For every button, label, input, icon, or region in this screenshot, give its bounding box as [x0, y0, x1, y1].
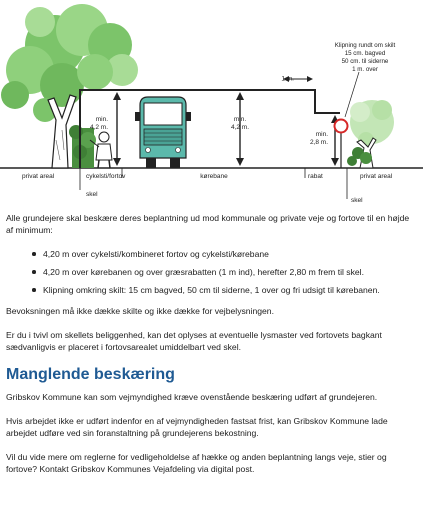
boundary-paragraph: Er du i tvivl om skellets beliggenhed, kan det oplyses at eventuelle lysmaster ved fortovets bagkant sædvanligvis er placeret i fortovsarealet umiddelbart ved skel. [6, 330, 382, 352]
one-meter-label: 1 m. [281, 75, 294, 83]
min-label-mid-1: min. [233, 116, 247, 123]
label-cykelsti-fortov: cykelsti/fortov [86, 173, 126, 180]
klipning-text-2: 15 cm. bagved [344, 50, 386, 57]
min-label-mid-2: 4,2 m. [230, 124, 250, 131]
requirement-item: 4,20 m over kørebanen og over græsrabatten (1 m ind), herefter 2,80 m frem til skel. [43, 266, 418, 278]
requirements-list [6, 248, 418, 296]
intro-paragraph: Alle grundejere skal beskære deres beplantning ud mod kommunale og private veje og fortove til en højde af minimum: [6, 213, 410, 235]
label-skel-right: skel [351, 197, 363, 204]
label-privat-areal-right: privat areal [360, 173, 393, 180]
label-skel-left: skel [86, 191, 98, 198]
missing-pruning-paragraph: Gribskov Kommune kan som vejmyndighed kræve ovenstående beskæring udført af grundejeren. [6, 392, 378, 402]
section-heading: Manglende beskæring [6, 366, 175, 383]
signs-paragraph: Bevoksningen må ikke dække skilte og ikke dække for vejbelysningen. [6, 306, 274, 316]
klipning-text-3: 50 cm. til siderne [341, 58, 389, 65]
deadline-paragraph: Hvis arbejdet ikke er udført indenfor en af vejmyndigheden fastsat frist, kan Gribskov Kommune lade arbejdet udføre ved sin foranstaltning på grundejerens bekostning. [6, 416, 388, 438]
min-label-left-1: min. [95, 116, 108, 123]
klipning-text-1: Klipning rundt om skilt [334, 42, 396, 49]
requirement-item: 4,20 m over cykelsti/kombineret fortov og cykelsti/kørebane [43, 248, 418, 260]
contact-paragraph: Vil du vide mere om reglerne for vedligeholdelse af hække og anden beplantning langs veje, stier og fortove? Kontakt Gribskov Kommunes Vejafdeling via digital post. [6, 452, 387, 474]
clearance-arrow-cykelsti [113, 92, 121, 166]
label-korebane: kørebane [200, 173, 228, 180]
min-label-left-2: 4,2 m. [89, 124, 108, 131]
label-rabat: rabat [308, 173, 323, 180]
pruning-diagram [0, 0, 423, 205]
min-label-rabat-1: min. [315, 131, 328, 138]
truck [135, 97, 191, 168]
article-content [6, 212, 418, 475]
clearance-outline [80, 90, 340, 168]
right-tree [347, 100, 394, 168]
left-hedge [69, 125, 96, 168]
label-privat-areal-left: privat areal [22, 173, 55, 180]
min-label-rabat-2: 2,8 m. [309, 139, 328, 146]
diagram-svg [0, 0, 423, 205]
klipning-text-4: 1 m. over [352, 66, 378, 73]
requirement-item: Klipning omkring skilt: 15 cm bagved, 50 cm til siderne, 1 over og fri udsigt til kørebanen. [43, 284, 418, 296]
